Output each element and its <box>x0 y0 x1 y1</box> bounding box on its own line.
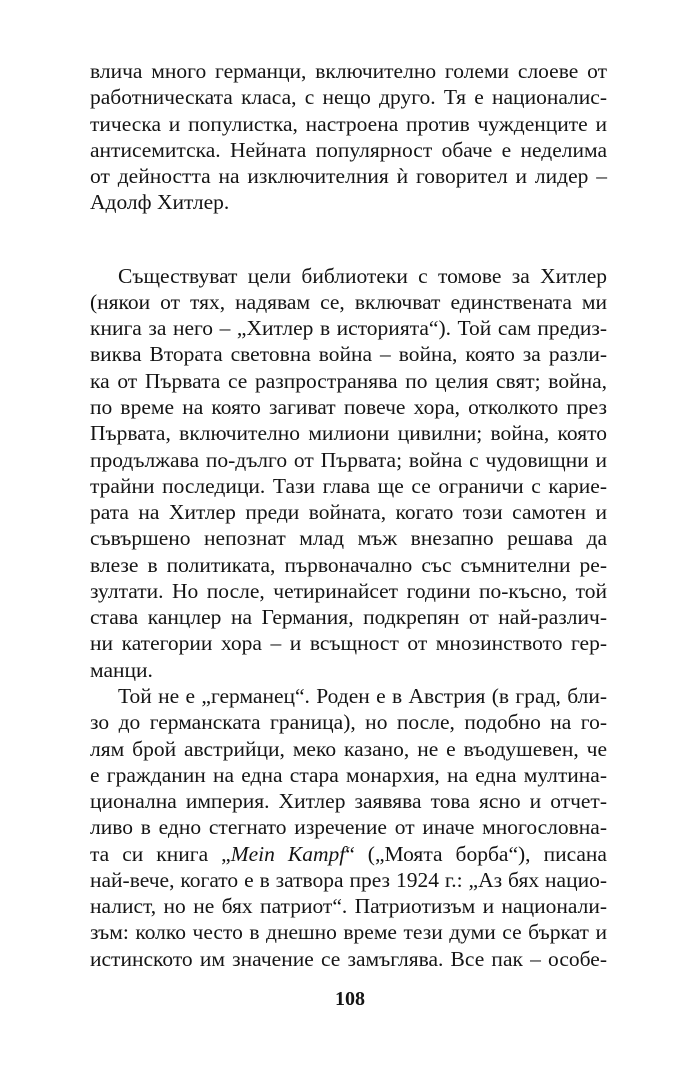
paragraph-2-line-8: продължава по-дълго от Първата; война с чудовищни и <box>90 448 607 472</box>
paragraph-2-line-15: ни категории хора – и всъщност от мнозинството гер- <box>90 631 607 655</box>
paragraph-2-line-14: става канцлер на Германия, подкрепян от най-различ- <box>90 605 607 629</box>
paragraph-2-line-12: влезе в политиката, първоначално със съмнителни ре- <box>90 553 607 577</box>
paragraph-3-line-4: е гражданин на една стара монархия, на една мултина- <box>90 763 607 787</box>
paragraph-2-line-2: (някои от тях, надявам се, включват единствената ми <box>90 290 607 314</box>
paragraph-2-line-3: книга за него – „Хитлер в историята“). Той сам предиз- <box>90 316 607 340</box>
paragraph-3-line-1: Той не е „германец“. Роден е в Австрия (в град, бли- <box>118 684 607 708</box>
paragraph-3-line-6: ливо в едно стегнато изречение от иначе многословна- <box>90 815 607 839</box>
paragraph-1-line-6: Адолф Хитлер. <box>90 190 230 214</box>
paragraph-2-line-5: ка от Първата се разпространява по целия свят; война, <box>90 369 607 393</box>
paragraph-2-line-13: зултати. Но после, четиринайсет години по-късно, той <box>90 579 607 603</box>
paragraph-2-line-16: манци. <box>90 658 153 682</box>
paragraph-3-line-8: най-вече, когато е в затвора през 1924 г.: „Аз бях нацио- <box>90 868 607 892</box>
paragraph-3-line-11: истинското им значение се замъглява. Все пак – особе- <box>90 947 607 971</box>
paragraph-3-line-2: зо до германската граница), но после, подобно на го- <box>90 710 607 734</box>
paragraph-3-line-9: налист, но не бях патриот“. Патриотизъм и национали- <box>90 894 607 918</box>
paragraph-2-line-6: по време на която загиват повече хора, отколкото през <box>90 395 607 419</box>
paragraph-1-line-1: влича много германци, включително големи слоеве от <box>90 59 607 83</box>
paragraph-3-line-7: та си книга „Mein Kampf“ („Моята борба“), писана <box>90 842 607 866</box>
paragraph-3-line-5: ционална империя. Хитлер заявява това ясно и отчет- <box>90 789 607 813</box>
paragraph-1-line-3: тическа и популистка, настроена против чужденците и <box>90 112 607 136</box>
paragraph-3-line-3: лям брой австрийци, меко казано, не е въодушевен, че <box>90 737 607 761</box>
page-number: 108 <box>335 988 365 1010</box>
paragraph-1-line-4: антисемитска. Нейната популярност обаче е неделима <box>90 138 607 162</box>
paragraph-2-line-9: трайни последици. Тази глава ще се ограничи с карие- <box>90 474 607 498</box>
paragraph-3-line-10: зъм: колко често в днешно време тези думи се бъркат и <box>90 920 607 944</box>
paragraph-2-line-10: рата на Хитлер преди войната, когато този самотен и <box>90 500 607 524</box>
paragraph-1-line-5: от дейността на изключителния ѝ говорител и лидер – <box>90 164 607 188</box>
paragraph-1-line-2: работническата класа, с нещо друго. Тя е националис- <box>90 85 607 109</box>
paragraph-2-line-7: Първата, включително милиони цивилни; война, която <box>90 421 607 445</box>
paragraph-2-line-11: съвършено непознат млад мъж внезапно решава да <box>90 526 607 550</box>
paragraph-2-line-4: виква Втората световна война – война, която за разли- <box>90 342 607 366</box>
paragraph-2-line-1: Съществуват цели библиотеки с томове за Хитлер <box>118 264 607 288</box>
